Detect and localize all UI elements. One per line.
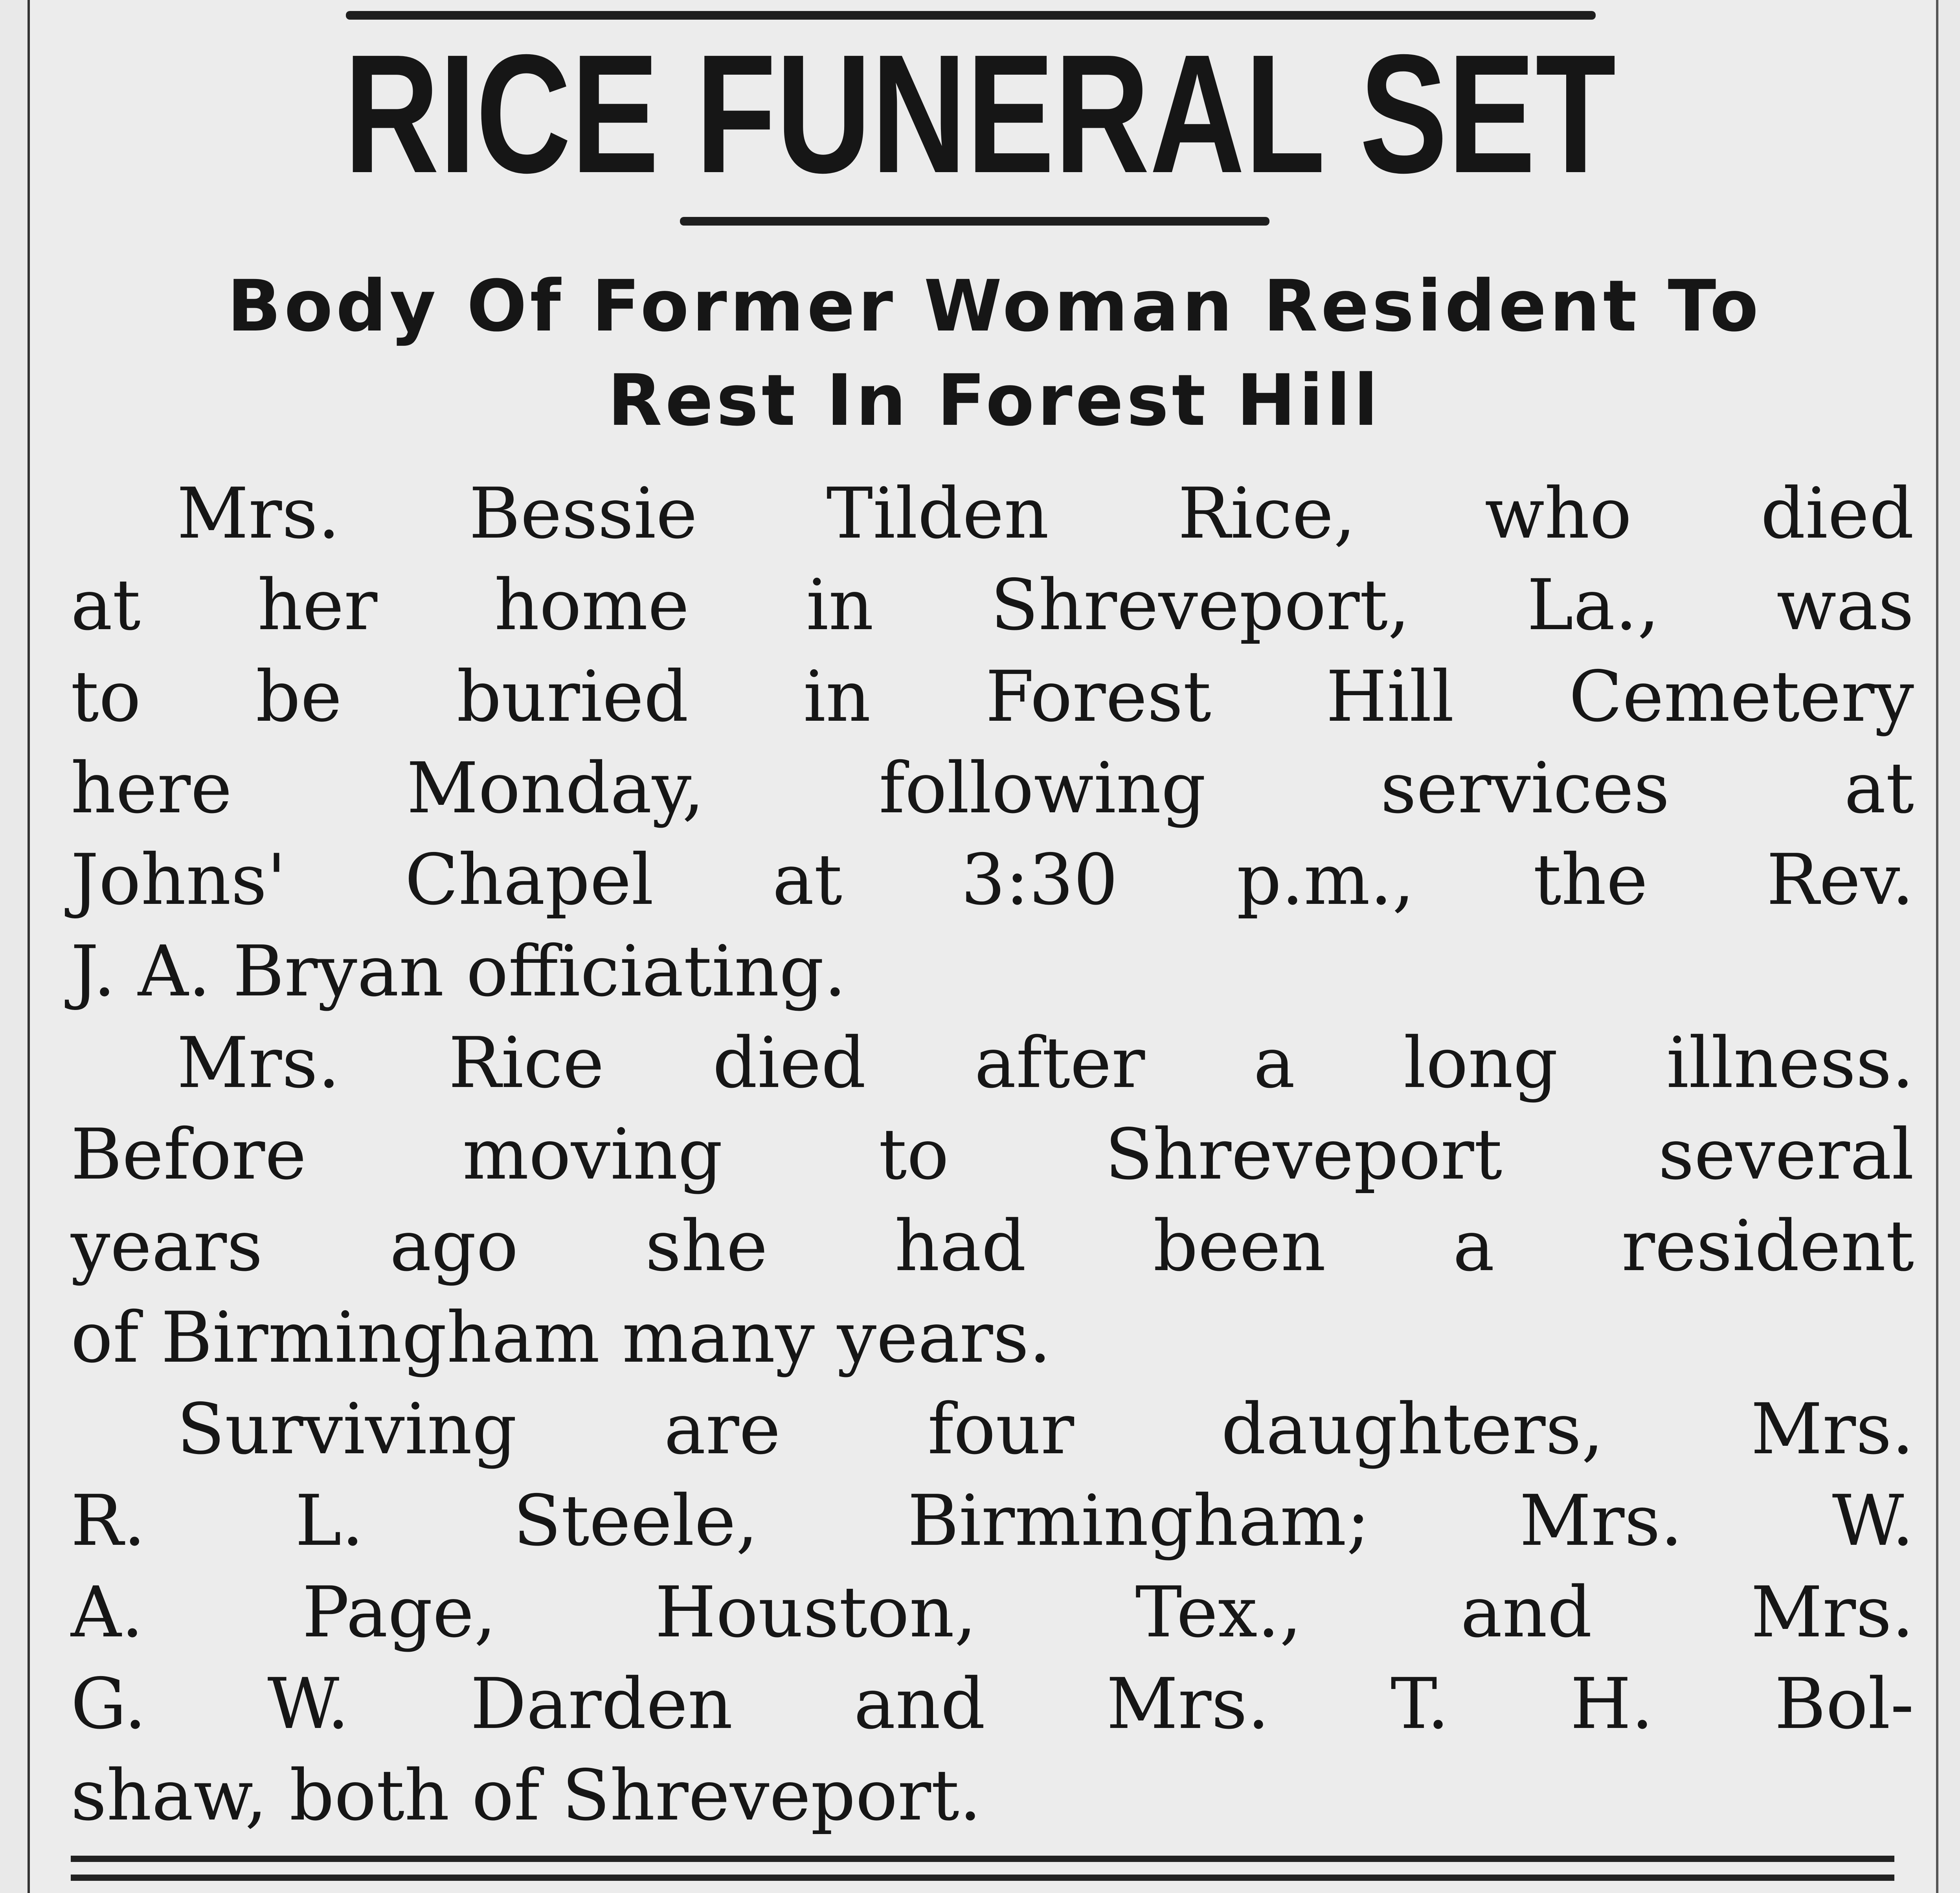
- text-line: to be buried in Forest Hill Cemetery: [71, 656, 1914, 737]
- top-rule: [346, 11, 1596, 20]
- text-line: R. L. Steele, Birmingham; Mrs. W.: [71, 1480, 1914, 1561]
- subheadline: [71, 259, 1918, 448]
- text-line: J. A. Bryan officiating.: [71, 931, 847, 1012]
- text-line: shaw, both of Shreveport.: [71, 1755, 982, 1836]
- text-line: Surviving are four daughters, Mrs.: [177, 1388, 1914, 1470]
- text-line: Mrs. Bessie Tilden Rice, who died: [177, 473, 1914, 554]
- headline-rule: [680, 217, 1269, 226]
- text-line: G. W. Darden and Mrs. T. H. Bol-: [71, 1663, 1914, 1744]
- text-line: A. Page, Houston, Tex., and Mrs.: [71, 1572, 1914, 1653]
- subheadline-line-1: Body Of Former Woman Resident To: [227, 265, 1762, 347]
- headline: RICE FUNERAL SET: [344, 20, 1616, 208]
- paragraph-2: [71, 1017, 1914, 1383]
- subheadline-line-2: Rest In Forest Hill: [607, 360, 1381, 442]
- paragraph-3: [71, 1383, 1914, 1841]
- bottom-rule: [71, 1875, 1894, 1881]
- bottom-rule: [71, 1856, 1894, 1862]
- text-line: at her home in Shreveport, La., was: [71, 564, 1914, 646]
- text-line: Mrs. Rice died after a long illness.: [177, 1022, 1914, 1103]
- text-line: here Monday, following services at: [71, 747, 1914, 829]
- text-line: Before moving to Shreveport several: [71, 1114, 1914, 1195]
- article-body: [71, 468, 1914, 1841]
- text-line: of Birmingham many years.: [71, 1297, 1051, 1378]
- paragraph-1: [71, 468, 1914, 1017]
- text-line: Johns' Chapel at 3:30 p.m., the Rev.: [71, 839, 1914, 920]
- text-line: years ago she had been a resident: [71, 1205, 1914, 1287]
